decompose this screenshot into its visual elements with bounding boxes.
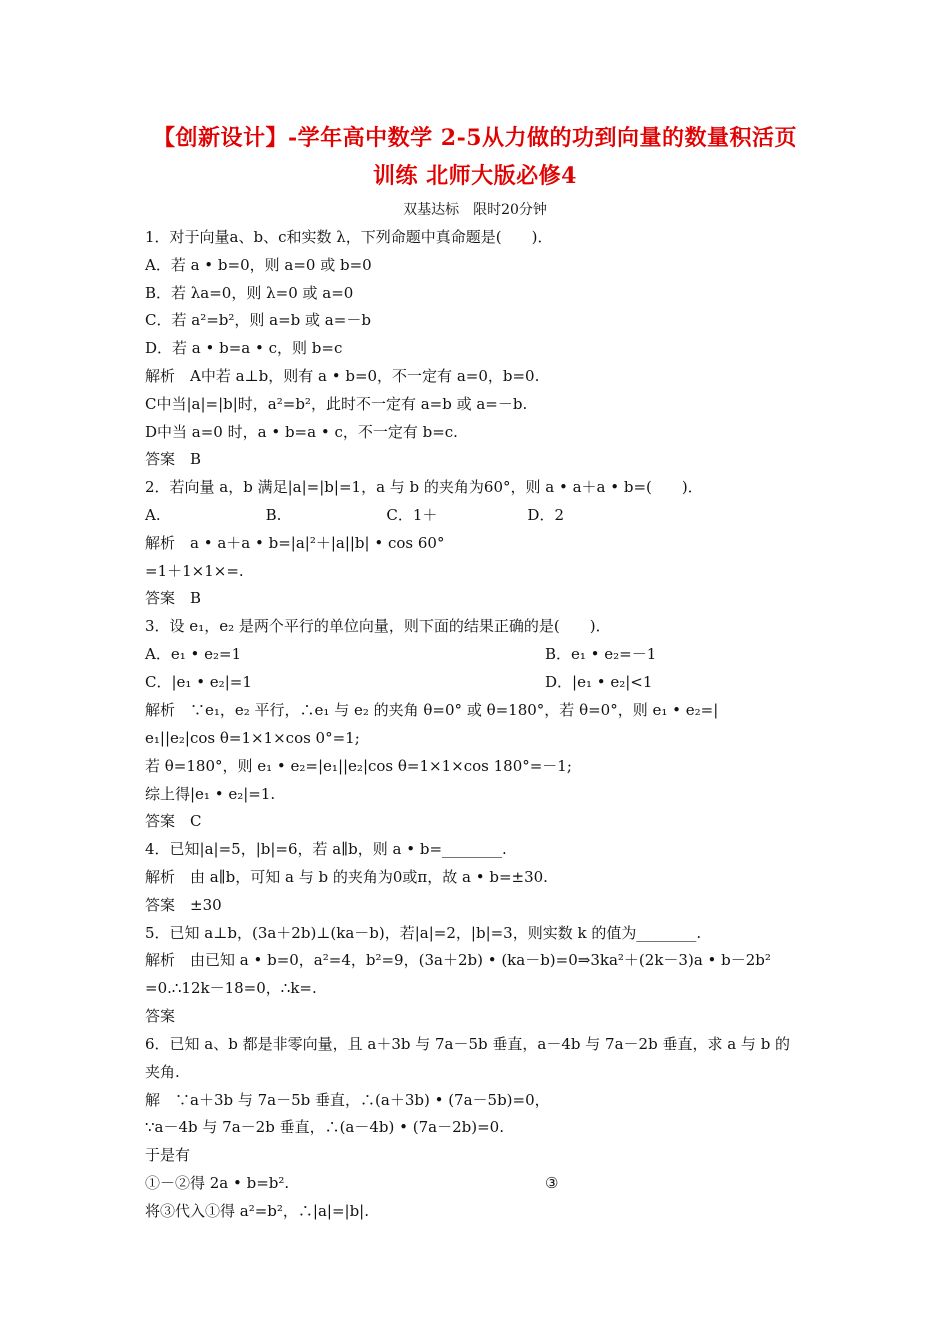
text-line: 5．已知 a⊥b，(3a＋2b)⊥(ka－b)，若|a|=2，|b|=3，则实数 k 的值为________. — [145, 924, 702, 942]
text-line: 解析 a • a＋a • b=|a|²＋|a||b| • cos 60° — [145, 534, 445, 552]
text-line: ∵a－4b 与 7a－2b 垂直，∴(a－4b) • (7a－2b)=0. — [145, 1118, 504, 1136]
text-line: B．e₁ • e₂=－1 — [545, 645, 657, 663]
text-line: 于是有 — [145, 1146, 191, 1164]
text-line: C中当|a|=|b|时，a²=b²，此时不一定有 a=b 或 a=－b. — [145, 395, 528, 413]
text-line: 夹角. — [145, 1063, 180, 1081]
text-line: A．e₁ • e₂=1 — [145, 645, 242, 663]
text-line: 2．若向量 a，b 满足|a|=|b|=1，a 与 b 的夹角为60°，则 a • a＋a • b=( )． — [145, 478, 703, 496]
text-line: 综上得|e₁ • e₂|=1. — [145, 785, 276, 803]
text-line: 解析 由已知 a • b=0，a²=4，b²=9，(3a＋2b) • (ka－b)=0⇒3ka²＋(2k－3)a • b－2b² — [145, 951, 771, 969]
text-line: =0.∴12k－18=0，∴k=. — [145, 979, 317, 997]
text-line: C．若 a²=b²，则 a=b 或 a=－b — [145, 311, 371, 329]
text-line: 3．设 e₁，e₂ 是两个平行的单位向量，则下面的结果正确的是( )． — [145, 617, 611, 635]
page-title-line2: 训练 北师大版必修4 — [373, 163, 577, 189]
text-line: 答案 ±30 — [145, 896, 222, 914]
subheading: 双基达标 限时20分钟 — [403, 202, 547, 218]
text-line: A．若 a • b=0，则 a=0 或 b=0 — [145, 256, 372, 274]
text-line: 解析 ∵e₁，e₂ 平行，∴e₁ 与 e₂ 的夹角 θ=0° 或 θ=180°，若 θ=0°，则 e₁ • e₂=| — [145, 701, 719, 719]
text-line: A. B. C．1＋ D．2 — [145, 506, 564, 524]
text-line: 6．已知 a、b 都是非零向量，且 a＋3b 与 7a－5b 垂直，a－4b 与 7a－2b 垂直，求 a 与 b 的 — [145, 1035, 791, 1053]
text-line: D中当 a=0 时，a • b=a • c，不一定有 b=c. — [145, 423, 458, 441]
text-line: C．|e₁ • e₂|=1 — [145, 673, 252, 691]
text-line: 解 ∵a＋3b 与 7a－5b 垂直，∴(a＋3b) • (7a－5b)=0， — [145, 1091, 550, 1109]
text-line: D．|e₁ • e₂|<1 — [545, 673, 653, 691]
text-line: 答案 B — [145, 589, 202, 607]
text-line: 若 θ=180°，则 e₁ • e₂=|e₁||e₂|cos θ=1×1×cos 180°=－1; — [145, 757, 572, 775]
text-line: 答案 C — [145, 812, 202, 830]
text-line: 4．已知|a|=5，|b|=6，若 a∥b，则 a • b=________. — [145, 840, 507, 858]
text-line: =1＋1×1×=. — [145, 562, 244, 580]
text-line: ③ — [545, 1174, 559, 1192]
page-title-line1: 【创新设计】-学年高中数学 2-5从力做的功到向量的数量积活页 — [152, 125, 798, 151]
text-line: 答案 B — [145, 450, 202, 468]
text-line: B．若 λa=0，则 λ=0 或 a=0 — [145, 284, 354, 302]
text-line: D．若 a • b=a • c，则 b=c — [145, 339, 343, 357]
text-line: e₁||e₂|cos θ=1×1×cos 0°=1; — [145, 729, 360, 747]
text-line: 答案 — [145, 1007, 176, 1025]
text-line: ①－②得 2a • b=b². — [145, 1174, 290, 1192]
text-line: 1．对于向量a、b、c和实数 λ，下列命题中真命题是( )． — [145, 228, 553, 246]
text-line: 将③代入①得 a²=b²，∴|a|=|b|. — [145, 1202, 370, 1220]
text-line: 解析 A中若 a⊥b，则有 a • b=0，不一定有 a=0，b=0. — [145, 367, 540, 385]
text-line: 解析 由 a∥b，可知 a 与 b 的夹角为0或π，故 a • b=±30. — [145, 868, 548, 886]
